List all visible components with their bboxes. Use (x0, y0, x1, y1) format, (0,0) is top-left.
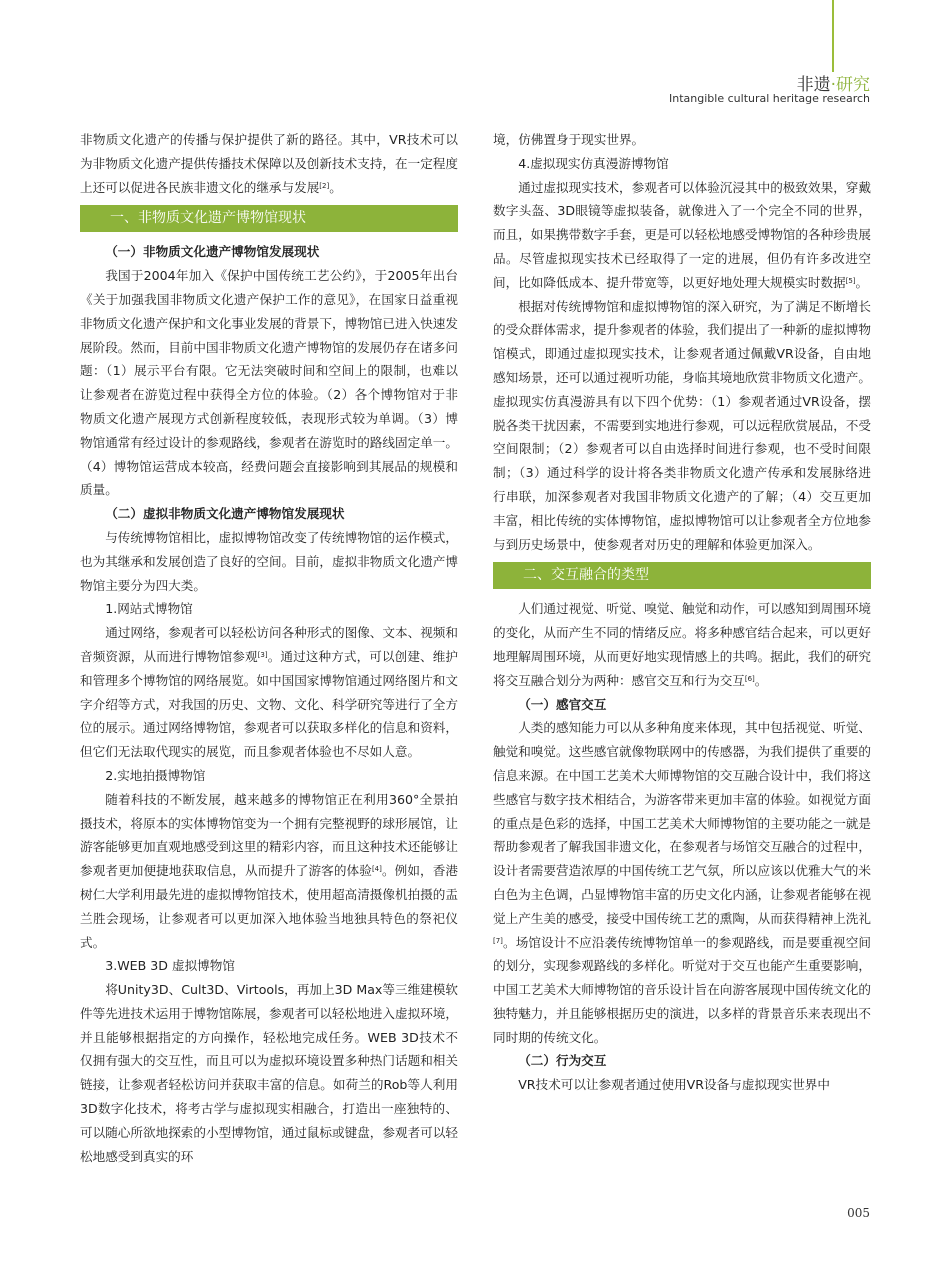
citation: [3] (257, 650, 268, 659)
journal-section-subtitle: Intangible cultural heritage research (669, 92, 870, 105)
paragraph: 将Unity3D、Cult3D、Virtools，再加上3D Max等三维建模软件等先进技术运用于博物馆陈展，参观者可以轻松地进入虚拟环境，并且能够根据指定的方向操作，轻松地完成任务。WEB 3D技术不仅拥有强大的交互性，而且可以为虚拟环境设置多种热门话题和相关链接，让参观者轻松访问并获取丰富的信息。如荷兰的Rob等人利用3D数字化技术，将考古学与虚拟现实相融合，打造出一座独特的、可以随心所欲地探索的小型博物馆，通过鼠标或键盘，参观者可以轻松地感受到真实的环 (80, 982, 458, 1164)
citation: [5] (845, 276, 856, 285)
paragraph: VR技术可以让参观者通过使用VR设备与虚拟现实世界中 (518, 1077, 830, 1093)
list-heading: 2.实地拍摄博物馆 (105, 767, 206, 783)
section-title-dot: · (830, 75, 836, 95)
subsection-heading: （一）感官交互 (518, 696, 607, 712)
section-heading-1: 一、非物质文化遗产博物馆现状 (80, 205, 458, 232)
section-title-accent: 研究 (836, 75, 870, 95)
paragraph: 通过网络，参观者可以轻松访问各种形式的图像、文本、视频和音频资源，从而进行博物馆参观[3]。通过这种方式，可以创建、维护和管理多个博物馆的网络展览。如中国国家博物馆通过网络图片和文字介绍等方式，对我国的历史、文物、文化、科学研究等进行了全方位的展示。通过网络博物馆，参观者可以获取多样化的信息和资料，但它们无法取代现实的展览，而且参观者体验也不尽如人意。 (80, 625, 459, 760)
right-column (493, 128, 871, 1097)
paragraph: 非物质文化遗产的传播与保护提供了新的路径。其中，VR技术可以为非物质文化遗产提供传播技术保障以及创新技术支持，在一定程度上还可以促进各民族非遗文化的继承与发展[2]。 (80, 132, 458, 195)
subsection-heading: （二）虚拟非物质文化遗产博物馆发展现状 (105, 506, 345, 522)
paragraph: 人们通过视觉、听觉、嗅觉、触觉和动作，可以感知到周围环境的变化，从而产生不同的情绪反应。将多种感官结合起来，可以更好地理解周围环境，从而更好地实现情感上的共鸣。据此，我们的研究将交互融合划分为两种：感官交互和行为交互[6]。 (493, 601, 871, 688)
paragraph: 我国于2004年加入《保护中国传统工艺公约》，于2005年出台《关于加强我国非物质文化遗产保护工作的意见》，在国家日益重视非物质文化遗产保护和文化事业发展的背景下，博物馆已进入快速发展阶段。然而，目前中国非物质文化遗产博物馆的发展仍存在诸多问题：（1）展示平台有限。它无法突破时间和空间上的限制，也难以让参观者在游览过程中获得全方位的体验。（2）各个博物馆对于非物质文化遗产展现方式创新程度较低，表现形式较为单调。（3）博物馆通常有经过设计的参观路线，参观者在游览时的路线固定单一。（4）博物馆运营成本较高，经费问题会直接影响到其展品的规模和质量。 (80, 268, 458, 498)
left-column (80, 128, 458, 1168)
list-heading: 1.网站式博物馆 (105, 601, 193, 617)
citation: [6] (744, 674, 755, 683)
citation: [4] (371, 865, 382, 874)
header-accent-line (832, 0, 834, 72)
citation: [7] (493, 936, 503, 945)
paragraph: 与传统博物馆相比，虚拟博物馆改变了传统博物馆的运作模式，也为其继承和发展创造了良好的空间。目前，虚拟非物质文化遗产博物馆主要分为四大类。 (80, 529, 458, 593)
list-heading: 4.虚拟现实仿真漫游博物馆 (518, 155, 669, 171)
section-heading-2: 二、交互融合的类型 (493, 562, 871, 589)
subsection-heading: （一）非物质文化遗产博物馆发展现状 (105, 244, 320, 260)
paragraph: 随着科技的不断发展，越来越多的博物馆正在利用360°全景拍摄技术，将原本的实体博物馆变为一个拥有完整视野的球形展馆，让游客能够更加直观地感受到这里的精彩内容，而且这种技术还能够让参观者更加便捷地获取信息，从而提升了游客的体验[4]。例如，香港树仁大学利用最先进的虚拟博物馆技术，使用超高清摄像机拍摄的盂兰胜会现场，让参观者可以更加深入地体验当地独具特色的祭祀仪式。 (80, 791, 459, 950)
section-title-main: 非遗 (796, 75, 831, 95)
paragraph: 根据对传统博物馆和虚拟博物馆的深入研究，为了满足不断增长的受众群体需求，提升参观者的体验，我们提出了一种新的虚拟博物馆模式，即通过虚拟现实技术，让参观者通过佩戴VR设备，自由地感知场景，还可以通过视听功能，身临其境地欣赏非物质文化遗产。虚拟现实仿真漫游具有以下四个优势：（1）参观者通过VR设备，摆脱各类干扰因素，不需要到实地进行参观，可以远程欣赏展品，不受空间限制；（2）参观者可以自由选择时间进行参观，也不受时间限制；（3）通过科学的设计将各类非物质文化遗产传承和发展脉络进行串联，加深参观者对我国非物质文化遗产的了解；（4）交互更加丰富，相比传统的实体博物馆，虚拟博物馆可以让参观者全方位地参与到历史场景中，使参观者对历史的理解和体验更加深入。 (493, 298, 872, 552)
paragraph: 人类的感知能力可以从多种角度来体现，其中包括视觉、听觉、触觉和嗅觉。这些感官就像物联网中的传感器，为我们提供了重要的信息来源。在中国工艺美术大师博物馆的交互融合设计中，我们将这些感官与数字技术相结合，为游客带来更加丰富的体验。如视觉方面的重点是色彩的选择，中国工艺美术大师博物馆的主要功能之一就是帮助参观者了解我国非遗文化，在参观者与场馆交互融合的过程中，设计者需要营造浓厚的中国传统工艺气氛，所以应该以优雅大气的米白色为主色调，凸显博物馆丰富的历史文化内涵，让参观者能够在视觉上产生美的感受，接受中国传统工艺的熏陶，从而获得精神上洗礼[7]。场馆设计不应沿袭传统博物馆单一的参观路线，而是要重视空间的划分，实现参观路线的多样化。听觉对于交互也能产生重要影响，中国工艺美术大师博物馆的音乐设计旨在向游客展现中国传统文化的独特魅力，并且能够根据历史的演进，以多样的背景音乐来表现出不同时期的传统文化。 (493, 720, 871, 1045)
page-number: 005 (847, 1206, 870, 1220)
paragraph: 通过虚拟现实技术，参观者可以体验沉浸其中的极致效果，穿戴数字头盔、3D眼镜等虚拟装备，就像进入了一个完全不同的世界，而且，如果携带数字手套，更是可以轻松地感受博物馆的各种珍贵展品。尽管虚拟现实技术已经取得了一定的进展，但仍有许多改进空间，比如降低成本、提升带宽等，以更好地处理大规模实时数据[5]。 (493, 179, 871, 290)
paragraph: 境，仿佛置身于现实世界。 (493, 132, 645, 147)
list-heading: 3.WEB 3D 虚拟博物馆 (105, 958, 235, 974)
citation: [2] (319, 181, 330, 190)
subsection-heading: （二）行为交互 (518, 1053, 607, 1069)
